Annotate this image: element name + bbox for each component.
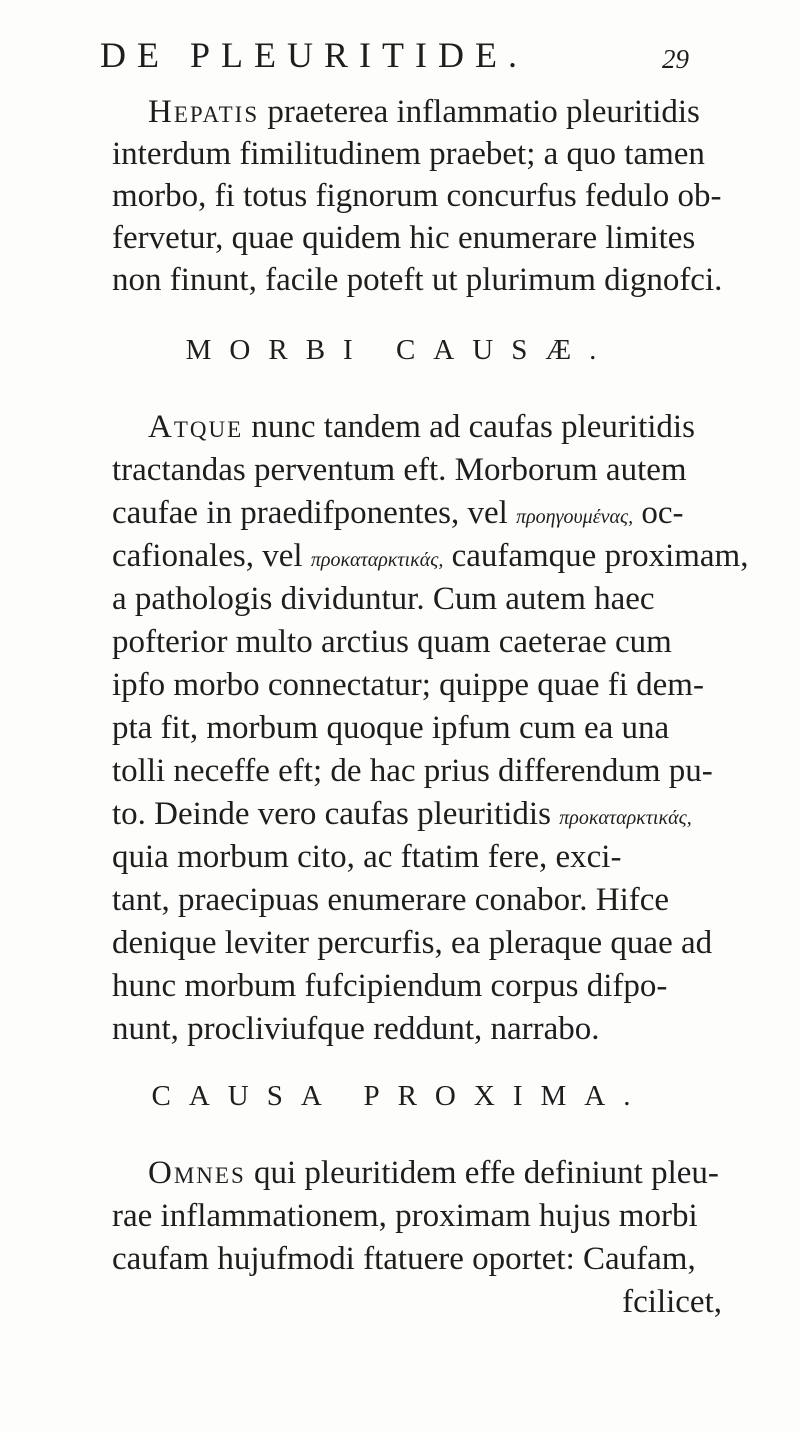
paragraph-lead: Omnes <box>148 1155 246 1191</box>
line-text: oc- <box>633 495 684 531</box>
paragraph-line: hunc morbum fufcipiendum corpus difpo- <box>112 968 668 1004</box>
paragraph-line: pofterior multo arctius quam caeterae cum <box>112 624 672 660</box>
paragraph-lead: Hepatis <box>148 94 260 130</box>
section-heading: CAUSA PROXIMA. <box>151 1080 649 1112</box>
running-title: DE PLEURITIDE. <box>100 35 528 75</box>
line-text: caufamque proximam, <box>443 538 749 574</box>
paragraph-line <box>148 1152 768 1194</box>
paragraph-line <box>112 793 732 839</box>
line-text: nunc tandem ad caufas pleuritidis <box>243 409 695 445</box>
line-text: to. Deinde vero caufas pleuritidis <box>112 796 560 832</box>
greek-term: προκαταρκτικάς, <box>310 549 444 571</box>
paragraph-line: pta fit, morbum quoque ipfum cum ea una <box>112 710 670 746</box>
paragraph-line: fervetur, quae quidem hic enumerare limites <box>112 220 696 256</box>
paragraph-line: caufam hujufmodi ftatuere oportet: Caufam, <box>112 1241 696 1277</box>
paragraph-line <box>148 406 768 448</box>
line-text: caufae in praedifponentes, vel <box>112 495 517 531</box>
paragraph-line: quia morbum cito, ac ftatim fere, exci- <box>112 839 622 875</box>
paragraph-lead: Atque <box>148 409 244 445</box>
paragraph-line <box>112 535 749 581</box>
paragraph-line: morbo, fi totus fignorum concurfus fedulo ob- <box>112 178 722 214</box>
paragraph-line: tolli neceffe eft; de hac prius differendum pu- <box>112 753 713 789</box>
line-text: qui pleuritidem effe definiunt pleu- <box>245 1155 719 1191</box>
paragraph-line: nunt, procliviufque reddunt, narrabo. <box>112 1011 600 1047</box>
paragraph-line: a pathologis dividuntur. Cum autem haec <box>112 581 655 617</box>
greek-term: προκαταρκτικάς, <box>559 807 692 829</box>
running-head <box>100 30 700 90</box>
paragraph-line: interdum fimilitudinem praebet; a quo tamen <box>112 136 705 172</box>
paragraph-line <box>148 91 768 133</box>
paragraph-line <box>112 492 732 538</box>
page-number: 29 <box>662 44 689 74</box>
paragraph-line: ipfo morbo connectatur; quippe quae fi dem- <box>112 667 704 703</box>
paragraph-line: rae inflammationem, proximam hujus morbi <box>112 1198 698 1234</box>
paragraph-line: denique leviter percurfis, ea pleraque quae ad <box>112 925 713 961</box>
line-text: praeterea inflammatio pleuritidis <box>259 94 700 130</box>
line-text: cafionales, vel <box>112 538 311 574</box>
greek-term: προηγουμένας, <box>516 506 634 528</box>
paragraph-line: non finunt, facile poteft ut plurimum dignofci. <box>112 262 723 298</box>
paragraph-line: tant, praecipuas enumerare conabor. Hifce <box>112 882 670 918</box>
section-heading: MORBI CAUSÆ. <box>185 334 615 366</box>
catchword: fcilicet, <box>622 1284 722 1320</box>
paragraph-line: tractandas perventum eft. Morborum autem <box>112 452 687 488</box>
